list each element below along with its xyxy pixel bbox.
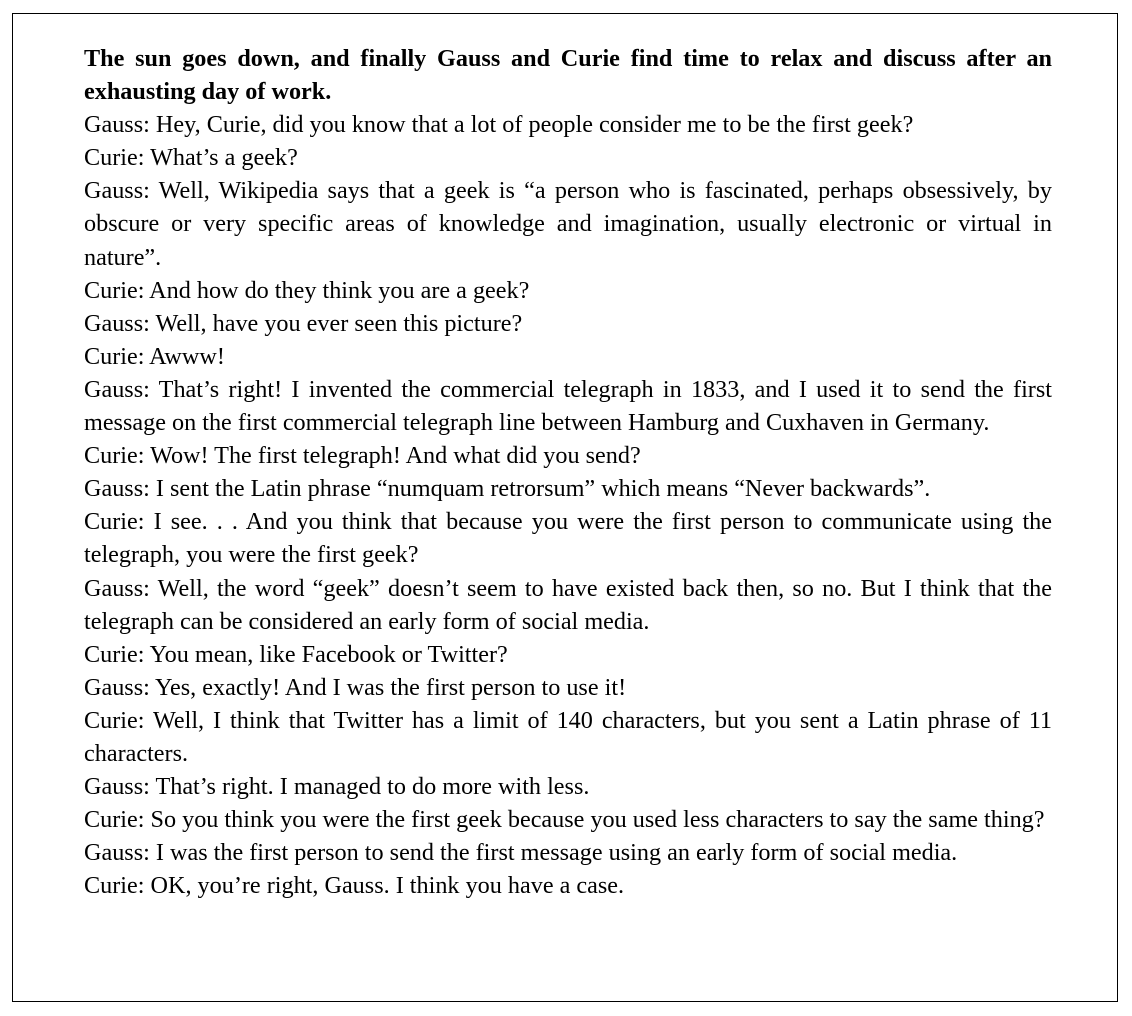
dialogue-line: Gauss: I was the first person to send the first message using an early form of social media.: [84, 839, 958, 867]
dialogue-line: Gauss: That’s right. I managed to do more with less.: [84, 773, 590, 801]
dialogue-line: Gauss: Well, have you ever seen this picture?: [84, 309, 523, 337]
dialogue-line: Curie: Wow! The first telegraph! And what did you send?: [84, 442, 641, 470]
dialogue-line: Curie: What’s a geek?: [84, 144, 298, 172]
dialogue-line: Gauss: Yes, exactly! And I was the first person to use it!: [84, 673, 627, 701]
dialogue-line: Gauss: Well, the word “geek” doesn’t seem to have existed back then, so no. But I think that the telegraph can be considered an early form of social media.: [84, 574, 1052, 635]
dialogue-line: Curie: So you think you were the first geek because you used less characters to say the same thing?: [84, 806, 1045, 834]
dialogue-line: Gauss: I sent the Latin phrase “numquam retrorsum” which means “Never backwards”.: [84, 475, 931, 503]
dialogue-line: Curie: You mean, like Facebook or Twitter?: [84, 640, 508, 668]
dialogue-line: Curie: I see. . . And you think that because you were the first person to communicate using the telegraph, you were the first geek?: [84, 508, 1052, 569]
scene-heading: The sun goes down, and finally Gauss and Curie find time to relax and discuss after an exhausting day of work.: [84, 45, 1052, 106]
dialogue-line: Curie: Well, I think that Twitter has a limit of 140 characters, but you sent a Latin phrase of 11 characters.: [84, 706, 1052, 767]
dialogue-line: Curie: OK, you’re right, Gauss. I think you have a case.: [84, 872, 625, 900]
dialogue-line: Curie: And how do they think you are a geek?: [84, 276, 530, 304]
dialogue-line: Curie: Awww!: [84, 342, 225, 370]
dialogue-line: Gauss: Hey, Curie, did you know that a lot of people consider me to be the first geek?: [84, 111, 914, 139]
dialogue-line: Gauss: That’s right! I invented the commercial telegraph in 1833, and I used it to send the first message on the first commercial telegraph line between Hamburg and Cuxhaven in Germany.: [84, 375, 1052, 437]
dialogue-line: Gauss: Well, Wikipedia says that a geek is “a person who is fascinated, perhaps obsessively, by obscure or very specific areas of knowledge and imagination, usually electronic or virtual in nature”.: [84, 177, 1052, 271]
dialogue-text-block: [84, 42, 1052, 902]
